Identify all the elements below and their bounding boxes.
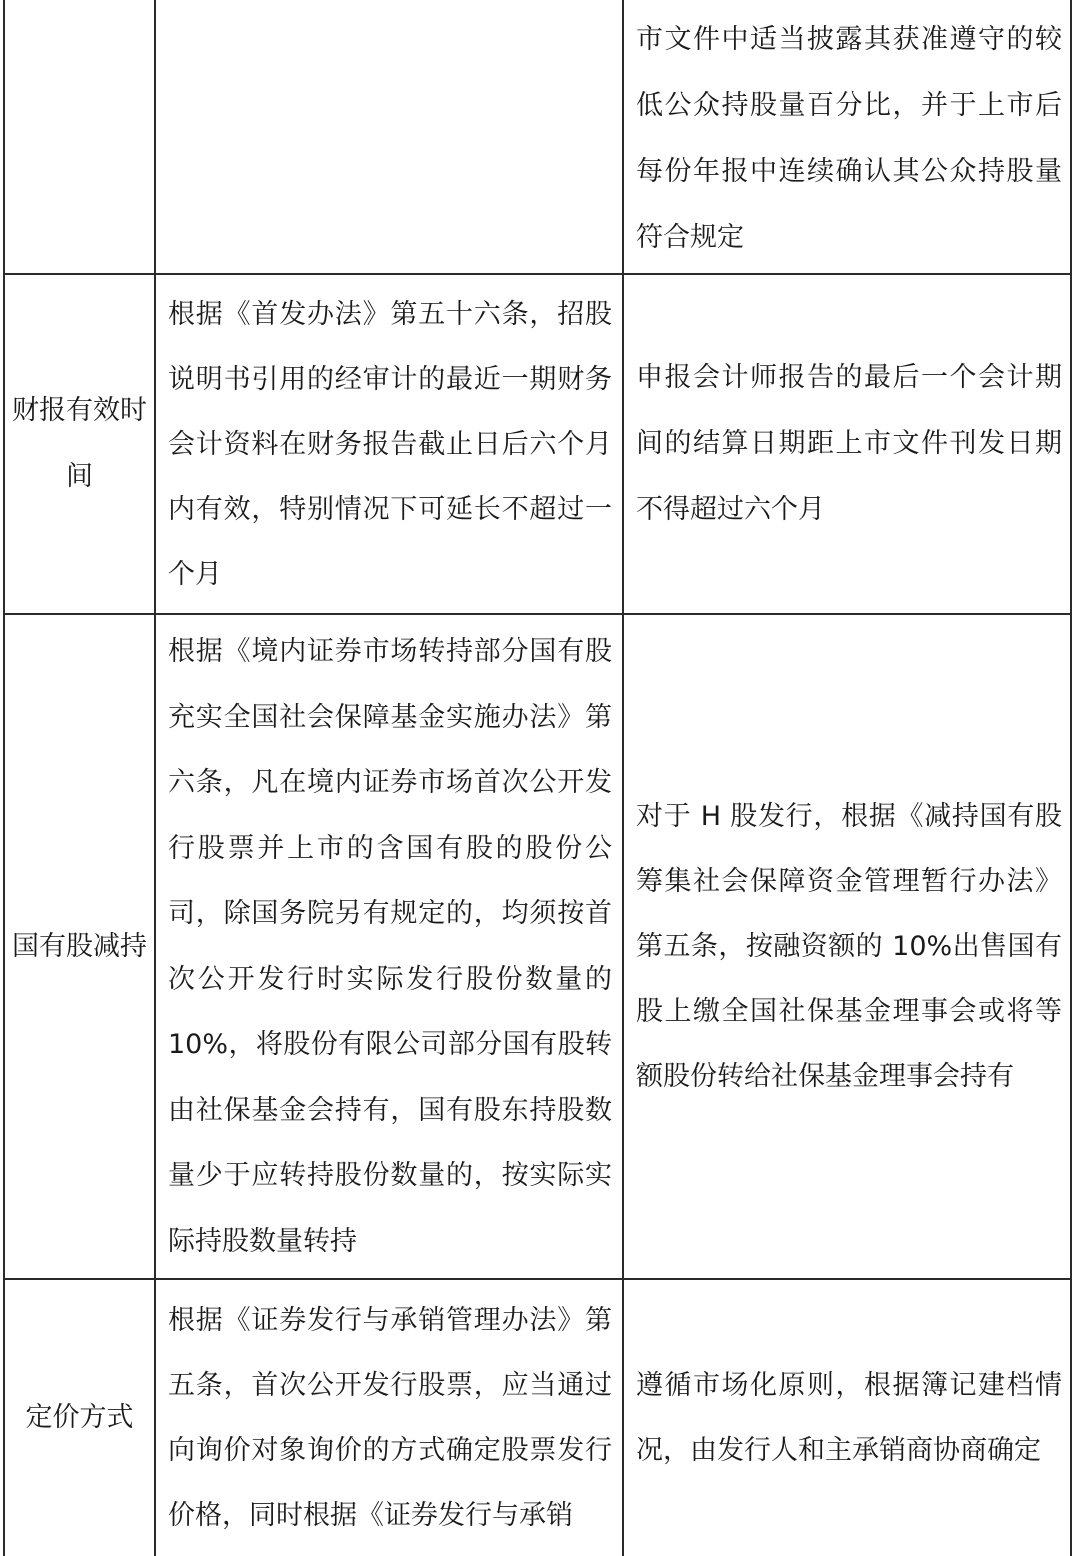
table-row xyxy=(5,1280,1070,1556)
domestic-rule-cell xyxy=(156,275,624,613)
row-label-cell xyxy=(5,615,156,1278)
domestic-rule-cell xyxy=(156,1280,624,1556)
row-label-cell xyxy=(5,0,156,273)
hk-rule-cell xyxy=(624,615,1070,1278)
comparison-table xyxy=(3,0,1072,1556)
hk-rule-cell xyxy=(624,0,1070,273)
hk-rule-text: 对于 H 股发行，根据《减持国有股筹集社会保障资金管理暂行办法》第五条，按融资额的 10%出售国有股上缴全国社保基金理事会或将等额股份转给社保基金理事会持有 xyxy=(636,801,1062,1092)
hk-rule-text: 遵循市场化原则，根据簿记建档情况，由发行人和主承销商协商确定 xyxy=(636,1370,1062,1466)
domestic-rule-text: 根据《证券发行与承销管理办法》第五条，首次公开发行股票，应当通过向询价对象询价的方式确定股票发行价格，同时根据《证券发行与承销 xyxy=(168,1305,612,1531)
hk-rule-cell xyxy=(624,1280,1070,1556)
domestic-rule-cell xyxy=(156,0,624,273)
row-label: 国有股减持 xyxy=(12,930,147,962)
table-row xyxy=(5,0,1070,275)
domestic-rule-text: 根据《境内证券市场转持部分国有股充实全国社会保障基金实施办法》第六条，凡在境内证券市场首次公开发行股票并上市的含国有股的股份公司，除国务院另有规定的，均须按首次公开发行时实际发行股份数量的10%，将股份有限公司部分国有股转由社保基金会持有，国有股东持股数量少于应转持股份数量的，按实际实际持股数量转持 xyxy=(168,636,612,1257)
hk-rule-text: 申报会计师报告的最后一个会计期间的结算日期距上市文件刊发日期不得超过六个月 xyxy=(636,362,1062,525)
domestic-rule-text: 根据《首发办法》第五十六条，招股说明书引用的经审计的最近一期财务会计资料在财务报告截止日后六个月内有效，特别情况下可延长不超过一个月 xyxy=(168,298,612,590)
hk-rule-cell xyxy=(624,275,1070,613)
row-label: 财报有效时间 xyxy=(12,395,147,492)
table-row xyxy=(5,275,1070,615)
row-label-cell xyxy=(5,275,156,613)
row-label: 定价方式 xyxy=(25,1402,134,1433)
row-label-cell xyxy=(5,1280,156,1556)
hk-rule-text: 市文件中适当披露其获准遵守的较低公众持股量百分比，并于上市后每份年报中连续确认其公众持股量符合规定 xyxy=(636,24,1062,253)
table-row xyxy=(5,615,1070,1280)
domestic-rule-cell xyxy=(156,615,624,1278)
